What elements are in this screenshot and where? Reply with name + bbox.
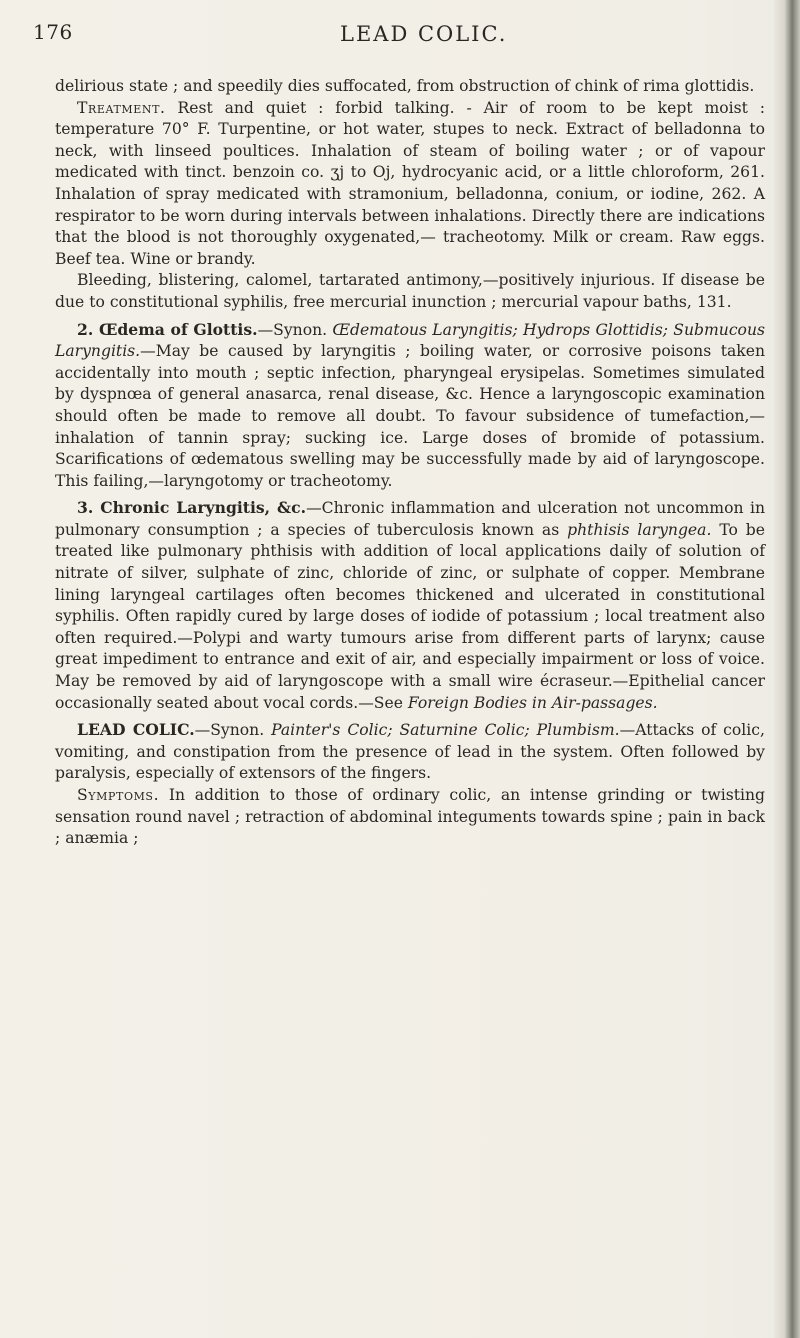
section-lead: Treatment. xyxy=(77,98,166,117)
section-lead: Symptoms. xyxy=(77,786,160,804)
page-binding-edge xyxy=(774,0,800,1338)
paragraph-oedema-glottis xyxy=(55,319,765,493)
synonym-list: Painter's Colic; Saturnine Colic; Plumbism. xyxy=(271,721,620,740)
paragraph-text: —Chronic inflammation and ulceration not uncommon in pulmonary consumption ; a species of tuberculosis known as xyxy=(55,499,765,539)
section-heading: 2. Œdema of Glottis. xyxy=(77,319,258,339)
paragraph-continuation xyxy=(55,76,765,98)
cross-reference: Foreign Bodies in Air-passages. xyxy=(407,693,658,712)
paragraph-contraindications xyxy=(55,270,765,313)
paragraph-text: Bleeding, blistering, calomel, tartarated antimony,—positively injurious. If disease be due to constitutional syphilis, free mercurial inunction ; mercurial vapour baths, 131. xyxy=(55,271,765,311)
synonym-prefix: —Synon. xyxy=(194,721,272,740)
entry-heading: LEAD COLIC. xyxy=(77,720,195,740)
paragraph-text: —May be caused by laryngitis ; boiling water, or corrosive poisons taken accidentally into mouth ; septic infection, pharyngeal erysipelas. Sometimes simulated by dyspnœa of general anasarca, renal disease, &c. Hence a laryngoscopic examination should often be made to remove all doubt. To favour subsidence of tumefaction,—inhalation of tannin spray; sucking ice. Large doses of bromide of potassium. Scarifications of œdematous swelling may be successfully made by aid of laryngoscope. This failing,—laryngotomy or tracheotomy. xyxy=(55,342,765,490)
page-number: 176 xyxy=(33,20,73,44)
page-body xyxy=(55,76,765,850)
paragraph-text: To be treated like pulmonary phthisis with addition of local applications daily of solution of nitrate of silver, sulphate of zinc, chloride of zinc, or sulphate of copper. Membrane lining laryngeal cartilages often becomes thickened and ulcerated in constitutional syphilis. Often rapidly cured by large doses of iodide of potassium ; local treatment also often required.—Polypi and warty tumours arise from different parts of larynx; cause great impediment to entrance and exit of air, and especially impairment or loss of voice. May be removed by aid of laryngoscope with a small wire écraseur.—Epithelial cancer occasionally seated about vocal cords.—See xyxy=(55,520,766,712)
synonym-list: Œdematous Laryngitis; Hydrops Glottidis; Submucous Laryngitis. xyxy=(55,320,765,361)
italic-term: phthisis laryngea. xyxy=(567,520,712,539)
paragraph-lead-colic xyxy=(55,719,765,785)
paragraph-text: delirious state ; and speedily dies suffocated, from obstruction of chink of rima glottidis. xyxy=(55,77,755,95)
synonym-prefix: —Synon. xyxy=(257,320,333,339)
paragraph-text: —Attacks of colic, vomiting, and constipation from the presence of lead in the system. Often followed by paralysis, especially of extensors of the fingers. xyxy=(55,721,765,783)
paragraph-treatment xyxy=(55,98,765,271)
paragraph-text: In addition to those of ordinary colic, an intense grinding or twisting sensation round navel ; retraction of abdominal integuments towards spine ; pain in back ; anæmia ; xyxy=(55,786,765,848)
paragraph-chronic-laryngitis xyxy=(55,497,765,714)
page-header xyxy=(0,20,800,54)
section-heading: 3. Chronic Laryngitis, &c. xyxy=(77,498,307,518)
running-title: LEAD COLIC. xyxy=(340,22,508,46)
paragraph-symptoms xyxy=(55,785,765,850)
paragraph-text: Rest and quiet : forbid talking. - Air of room to be kept moist : temperature 70° F. Turpentine, or hot water, stupes to neck. Extract of belladonna to neck, with linseed poultices. Inhalation of steam of boiling water ; or of vapour medicated with tinct. benzoin co. ʒj to Oj, hydrocyanic acid, or a little chloroform, 261. Inhalation of spray medicated with stramonium, belladonna, conium, or iodine, 262. A respirator to be worn during intervals between inhalations. Directly there are indications that the blood is not thoroughly oxygenated,— tracheotomy. Milk or cream. Raw eggs. Beef tea. Wine or brandy. xyxy=(55,98,765,268)
